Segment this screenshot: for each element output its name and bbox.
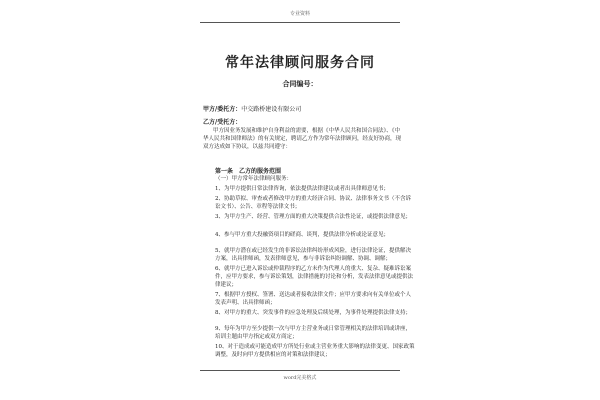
list-item: 9、每年为甲方至少提供一次与甲方主营业务或日常管理相关的法律培训或讲座，培训主题由甲方指定或双方商定； — [215, 326, 412, 340]
list-item: 7、根据甲方授权、签署、送达或者接收法律文件；应甲方要求向有关单位或个人发表声明、出具律师函； — [215, 292, 412, 306]
header-divider — [200, 22, 400, 23]
document-title: 常年法律顾问服务合同 — [225, 55, 375, 71]
list-item: 6、就甲方已进入诉讼或仲裁程序的乙方未作为代理人的重大、复杂、疑难诉讼案件，应甲方要求，参与诉讼策划，法律措施的讨论和分析，发表法律意见或提供法律建议； — [215, 266, 414, 288]
list-item: 4、参与甲方重大投融资项目的磋商、谈判，提供法律分析或论证意见； — [215, 232, 390, 238]
contract-number-label: 合同编号： — [282, 79, 318, 88]
party-a-label: 甲方/委托方： — [203, 106, 242, 113]
list-item: 8、对甲方的重大、突发事件的应急处理及后续处理，为事件处理提供法律支持； — [215, 310, 412, 316]
party-b-line — [203, 117, 241, 126]
footer-divider — [200, 370, 400, 371]
header-label: 专业资料 — [289, 11, 310, 17]
article-1-heading: 第一条 乙方的服务范围 — [215, 168, 282, 175]
list-item: 2、协助草拟、审查或者修改甲方的重大经济合同、协议、法律事务文书（不含诉讼文书）、公告、章程等法律文书； — [215, 196, 412, 210]
footer-label: word完美格式 — [283, 375, 317, 381]
list-item: 1、为甲方提供日常法律咨询，依法提供法律建议或者出具律师意见书； — [215, 186, 390, 192]
party-a-name: 中交路桥建设有限公司 — [241, 106, 302, 113]
party-b-label: 乙方/受托方： — [203, 119, 242, 126]
list-item: 5、就甲方潜在或已经发生的非诉讼法律纠纷形成风险，进行法律论证，提供解决方案，出具律师函，发表律师意见，参与非诉讼纠纷调解、协调、调解； — [215, 248, 412, 262]
list-item: 3、为甲方生产、经营、管理方面的重大决策提供合法性论证，或提供法律意见； — [215, 214, 412, 220]
list-item: 10、对于造成或可能造成甲方所处行业或主营业务重大影响的法律变更、国家政策调整，及时向甲方提供相应的对策和法律建议； — [215, 344, 415, 358]
preamble-paragraph: 甲方因业务发展和维护自身利益的需要，根据《中华人民共和国合同法》、《中华人民共和国律师法》的有关规定，聘请乙方作为常年法律顾问，经友好协商，现双方达成如下协议，以兹共同遵守： — [203, 128, 402, 150]
party-a-line — [203, 104, 301, 113]
sub-heading-1: （一）甲方常年法律顾问服务： — [215, 176, 293, 182]
